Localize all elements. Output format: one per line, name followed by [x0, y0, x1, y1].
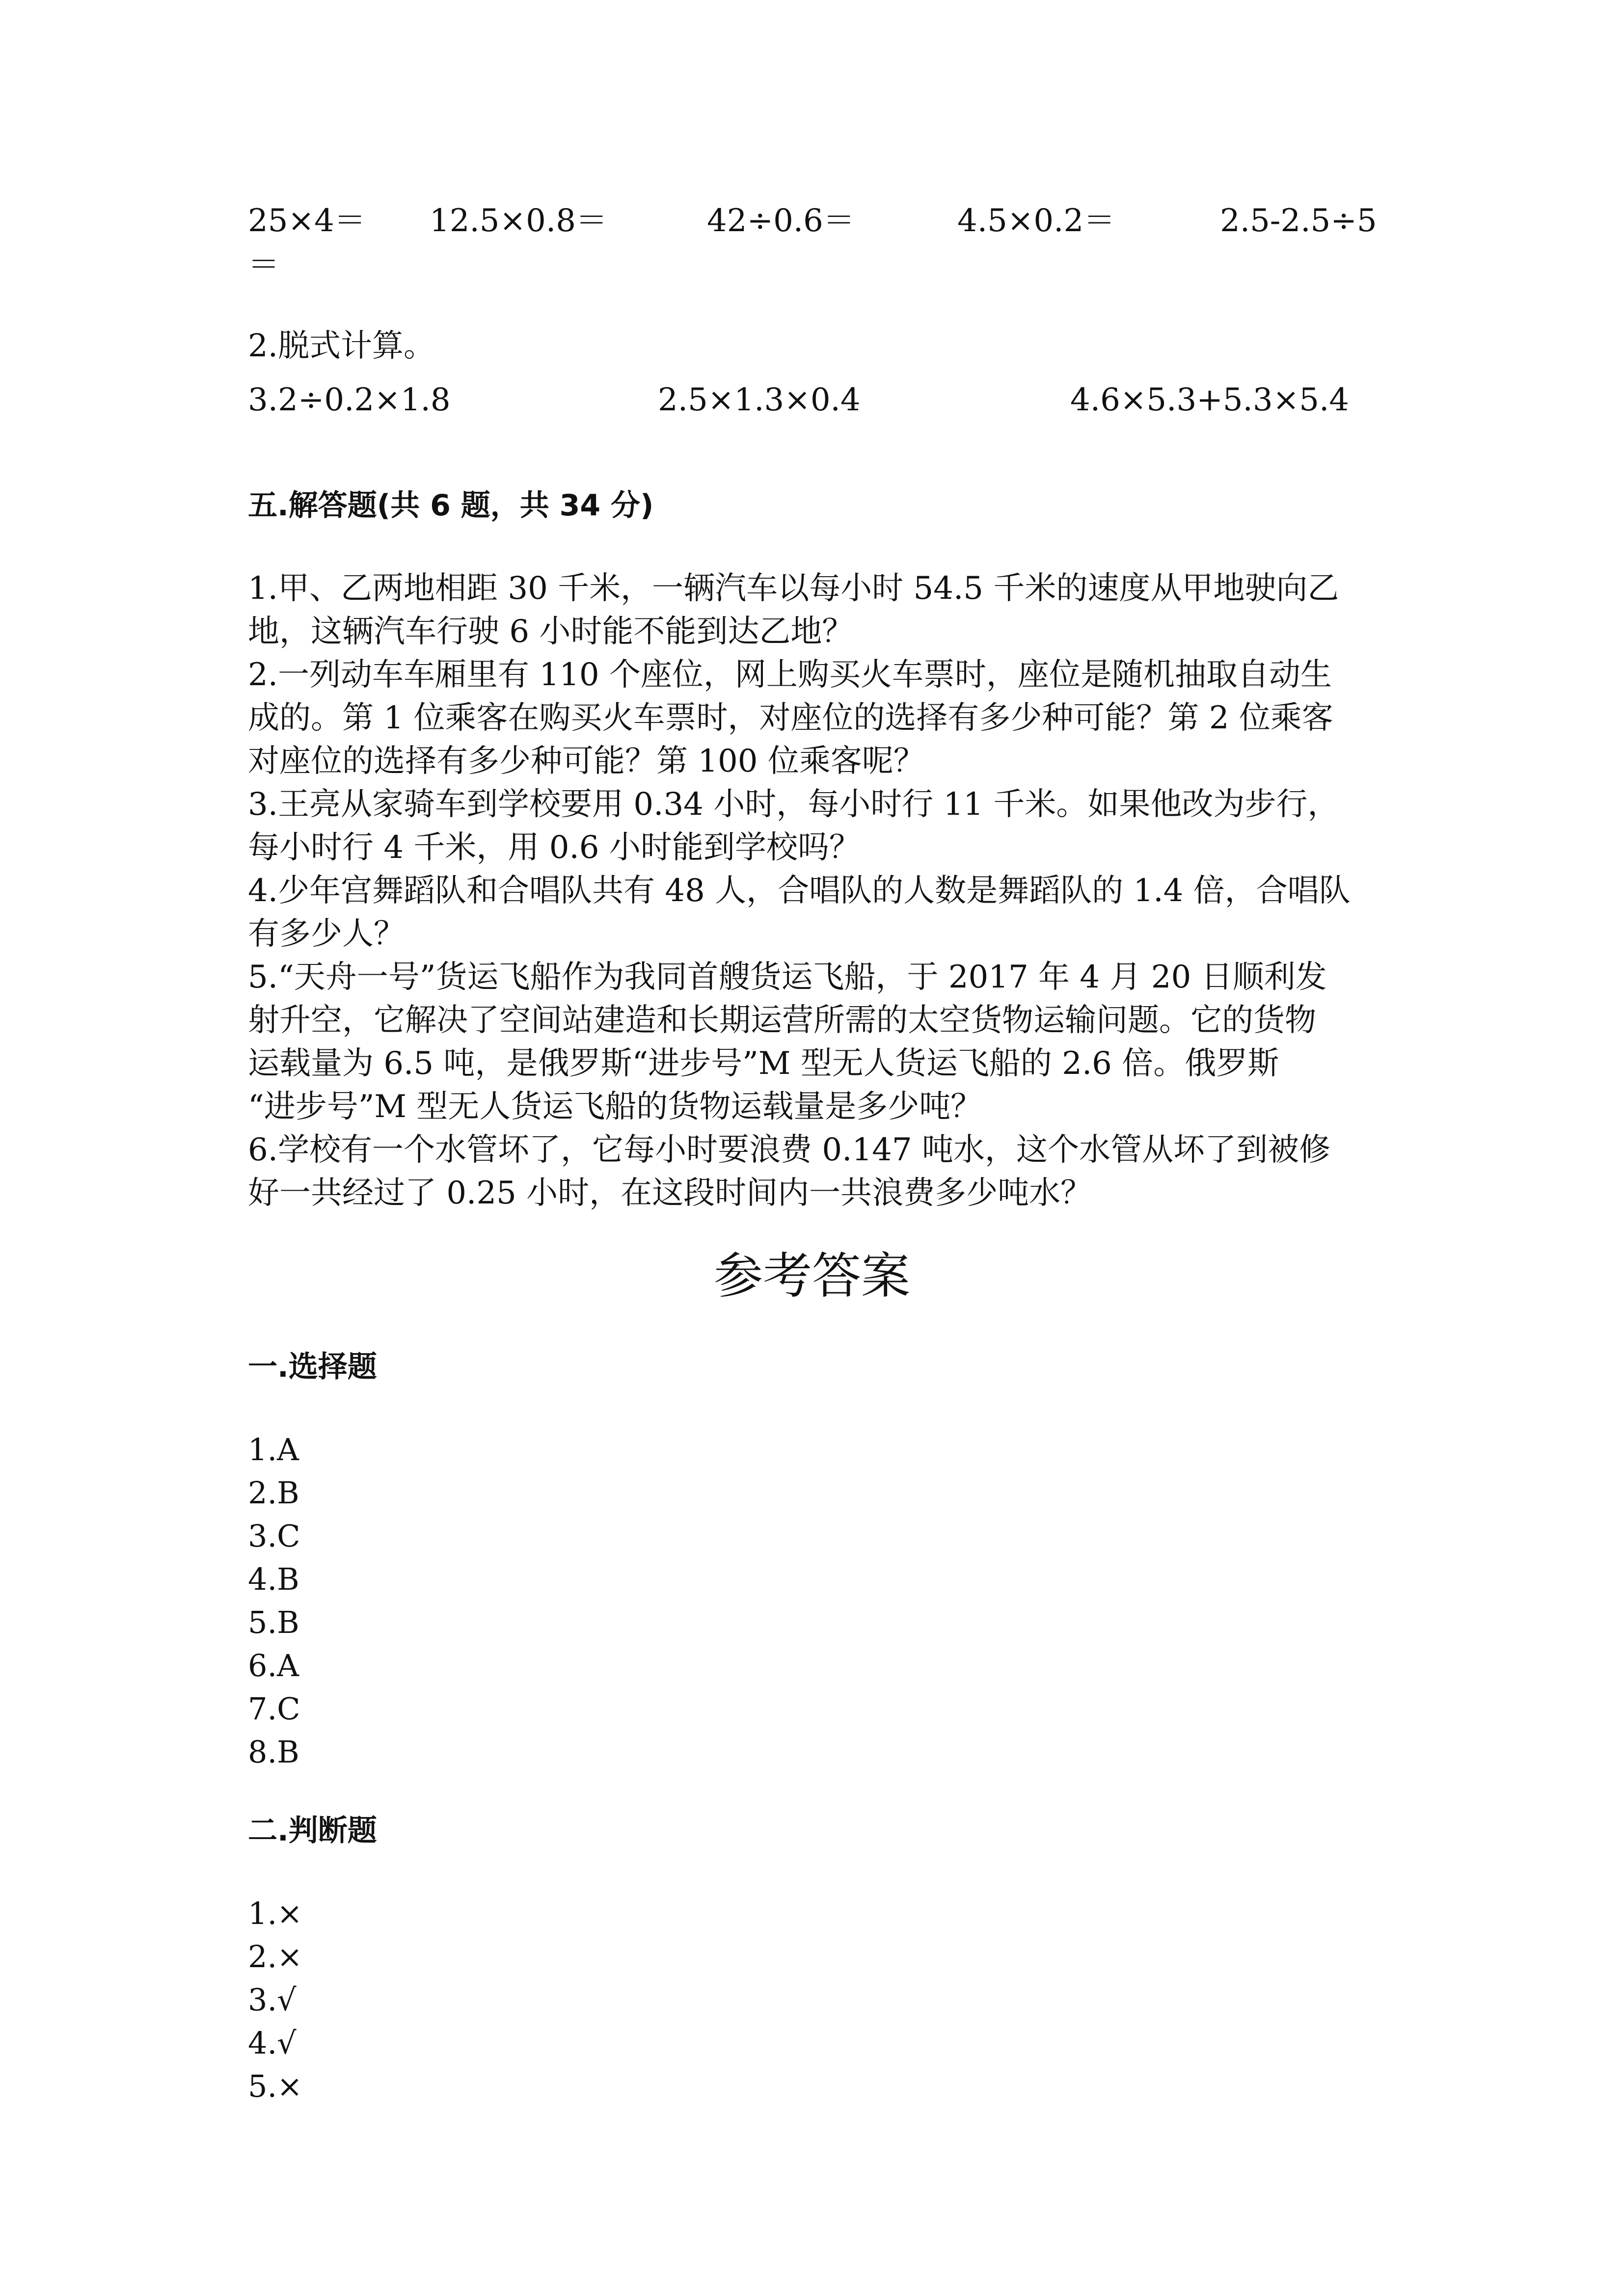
- problem-line: 5.“天舟一号”货运飞船作为我同首艘货运飞船，于 2017 年 4 月 20 日顺利发: [248, 959, 1327, 995]
- problem-line: 地，这辆汽车行驶 6 小时能不能到达乙地？: [248, 614, 854, 650]
- answer-item: 5.B: [248, 1604, 299, 1640]
- section-5-heading: 五.解答题(共 6 题，共 34 分): [248, 488, 654, 523]
- answer-item: 4.√: [248, 2025, 297, 2061]
- answer-item: 1.×: [248, 1896, 303, 1931]
- answer-item: 6.A: [248, 1648, 299, 1683]
- calc-item-4: 4.5×0.2＝: [957, 203, 1115, 239]
- problem-line: 射升空，它解决了空间站建造和长期运营所需的太空货物运输问题。它的货物: [248, 1002, 1316, 1039]
- answer-item: 7.C: [248, 1691, 300, 1727]
- calc-item-5: 2.5-2.5÷5: [1220, 203, 1377, 239]
- answers-part1-list: [248, 1428, 300, 1774]
- answers-part2-heading: 二.判断题: [248, 1814, 377, 1848]
- problem-line: 好一共经过了 0.25 小时，在这段时间内一共浪费多少吨水？: [248, 1175, 1092, 1211]
- problem-line: 成的。第 1 位乘客在购买火车票时，对座位的选择有多少种可能？第 2 位乘客: [248, 700, 1333, 736]
- answer-item: 3.√: [248, 1982, 297, 2018]
- answers-part1-heading: 一.选择题: [248, 1350, 377, 1384]
- answers-part2-list: [248, 1892, 302, 2108]
- answer-item: 1.A: [248, 1432, 299, 1468]
- problem-line: 1.甲、乙两地相距 30 千米，一辆汽车以每小时 54.5 千米的速度从甲地驶向乙: [248, 570, 1339, 607]
- expression-2: 2.5×1.3×0.4: [658, 382, 861, 418]
- problem-line: 有多少人？: [248, 916, 405, 952]
- expression-row: [248, 378, 1387, 422]
- oral-calc-row: [248, 199, 1387, 283]
- answer-item: 3.C: [248, 1518, 300, 1554]
- expression-3: 4.6×5.3+5.3×5.4: [1070, 382, 1349, 418]
- problem-line: 3.王亮从家骑车到学校要用 0.34 小时，每小时行 11 千米。如果他改为步行，: [248, 786, 1339, 823]
- problem-line: “进步号”M 型无人货运飞船的货物运载量是多少吨？: [248, 1089, 982, 1125]
- answers-title: 参考答案: [714, 1247, 910, 1305]
- expression-1: 3.2÷0.2×1.8: [248, 382, 451, 418]
- problem-line: 4.少年宫舞蹈队和合唱队共有 48 人，合唱队的人数是舞蹈队的 1.4 倍，合唱队: [248, 873, 1351, 909]
- answer-item: 8.B: [248, 1734, 299, 1770]
- answer-item: 4.B: [248, 1561, 299, 1597]
- calc-item-5-tail: ＝: [248, 247, 279, 283]
- answer-item: 2.B: [248, 1475, 299, 1511]
- problem-line: 对座位的选择有多少种可能？第 100 位乘客呢？: [248, 743, 925, 779]
- problem-line: 每小时行 4 千米，用 0.6 小时能到学校吗？: [248, 829, 861, 866]
- calc-item-2: 12.5×0.8＝: [430, 203, 607, 239]
- calc-item-3: 42÷0.6＝: [707, 203, 855, 239]
- problem-line: 运载量为 6.5 吨，是俄罗斯“进步号”M 型无人货运飞船的 2.6 倍。俄罗斯: [248, 1045, 1279, 1082]
- section-2-title: 2.脱式计算。: [248, 328, 435, 364]
- answer-item: 5.×: [248, 2068, 303, 2104]
- problem-line: 2.一列动车车厢里有 110 个座位，网上购买火车票时，座位是随机抽取自动生: [248, 657, 1332, 693]
- calc-item-1: 25×4＝: [248, 203, 366, 239]
- answer-item: 2.×: [248, 1939, 303, 1975]
- problem-line: 6.学校有一个水管坏了，它每小时要浪费 0.147 吨水，这个水管从坏了到被修: [248, 1132, 1330, 1168]
- word-problems: [248, 567, 1392, 1215]
